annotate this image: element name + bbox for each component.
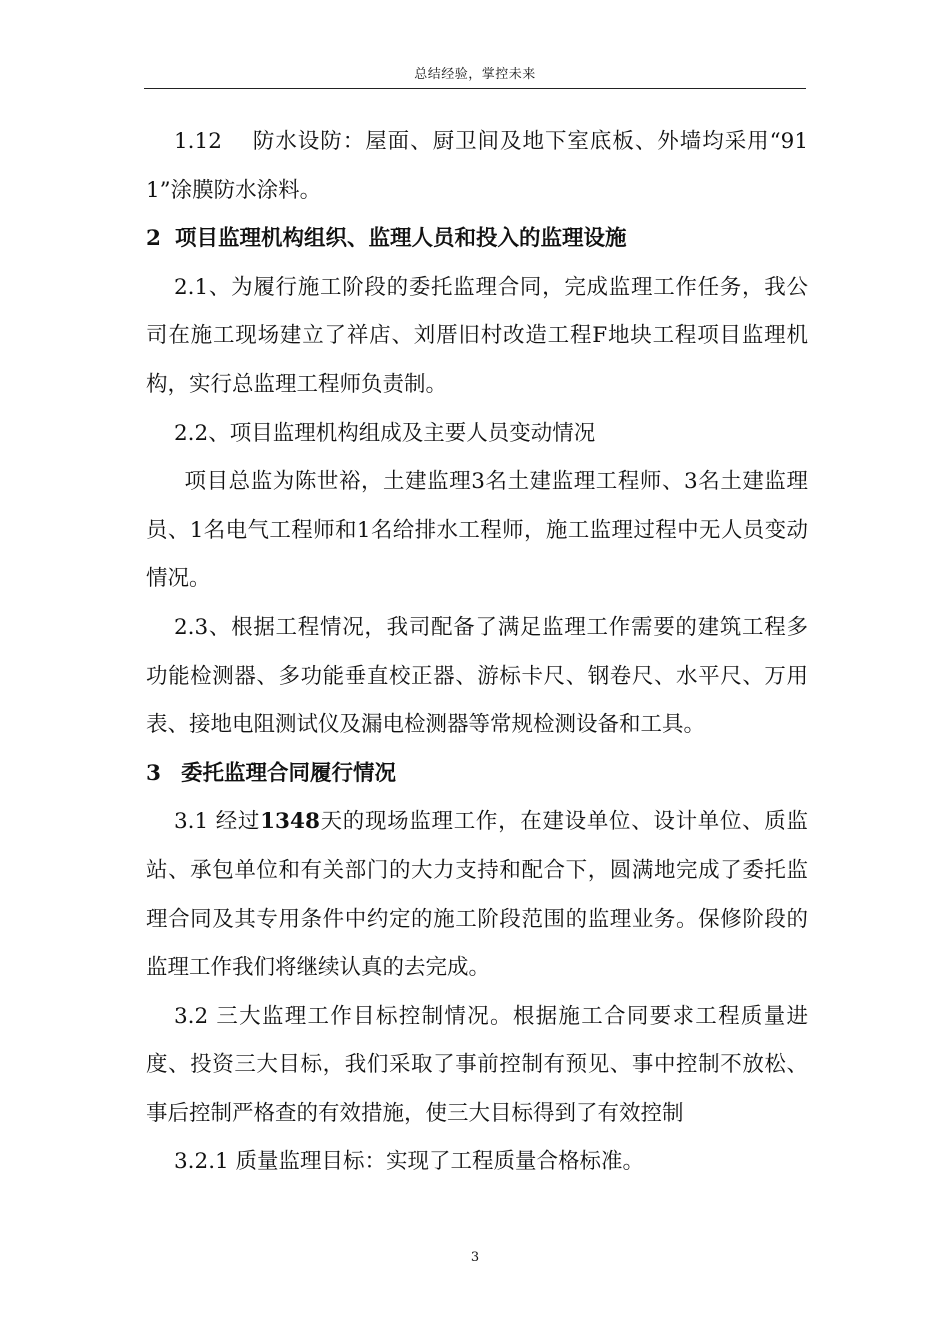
paragraph-2-3	[146, 604, 808, 750]
paragraph-text: 3.2.1 质量监理目标：实现了工程质量合格标准。	[174, 1149, 645, 1175]
document-body	[146, 118, 808, 1187]
section-title: 委托监理合同履行情况	[180, 760, 396, 786]
paragraph-text-lead: 3.1 经过	[174, 809, 261, 835]
section-title: 项目监理机构组织、监理人员和投入的监理设施	[174, 226, 627, 252]
paragraph-2-1	[146, 264, 808, 410]
paragraph-3-2	[146, 993, 808, 1139]
paragraph-text: 2.3、根据工程情况，我司配备了满足监理工作需要的建筑工程多功能检测器、多功能垂直校正器、游标卡尺、钢卷尺、水平尺、万用表、接地电阻测试仪及漏电检测器等常规检测设备和工具。	[146, 614, 808, 738]
section-2-heading	[146, 215, 808, 264]
paragraph-2-2	[146, 410, 808, 459]
paragraph-text: 天的现场监理工作，在建设单位、设计单位、质监站、承包单位和有关部门的大力支持和配合下，圆满地完成了委托监理合同及其专用条件中约定的施工阶段范围的监理业务。保修阶段的监理工作我们将继续认真的去完成。	[146, 809, 808, 981]
section-number: 3	[146, 760, 161, 786]
paragraph-3-2-1	[146, 1138, 808, 1187]
paragraph-text: 项目总监为陈世裕，土建监理3名土建监理工程师、3名土建监理员、1名电气工程师和1名给排水工程师，施工监理过程中无人员变动情况。	[146, 469, 808, 592]
section-number: 2	[146, 226, 161, 252]
paragraph-3-1	[146, 798, 808, 992]
paragraph-text: 2.2、项目监理机构组成及主要人员变动情况	[174, 420, 596, 446]
paragraph-text: 2.1、为履行施工阶段的委托监理合同，完成监理工作任务，我公司在施工现场建立了祥店、刘厝旧村改造工程F地块工程项目监理机构，实行总监理工程师负责制。	[146, 274, 808, 397]
section-3-heading	[146, 750, 808, 799]
page-number: 3	[470, 1250, 480, 1265]
paragraph-text: 防水设防：屋面、厨卫间及地下室底板、外墙均采用“911”涂膜防水涂料。	[146, 129, 808, 203]
paragraph-2-2-detail	[146, 458, 808, 604]
paragraph-text: 3.2 三大监理工作目标控制情况。根据施工合同要求工程质量进度、投资三大目标，我们采取了事前控制有预见、事中控制不放松、事后控制严格查的有效措施，使三大目标得到了有效控制	[146, 1003, 808, 1126]
paragraph-1-12	[146, 118, 808, 215]
section-number: 1.12	[174, 129, 222, 154]
page-header: 总结经验，掌控未来	[144, 62, 806, 89]
days-count: 1348	[260, 809, 320, 835]
